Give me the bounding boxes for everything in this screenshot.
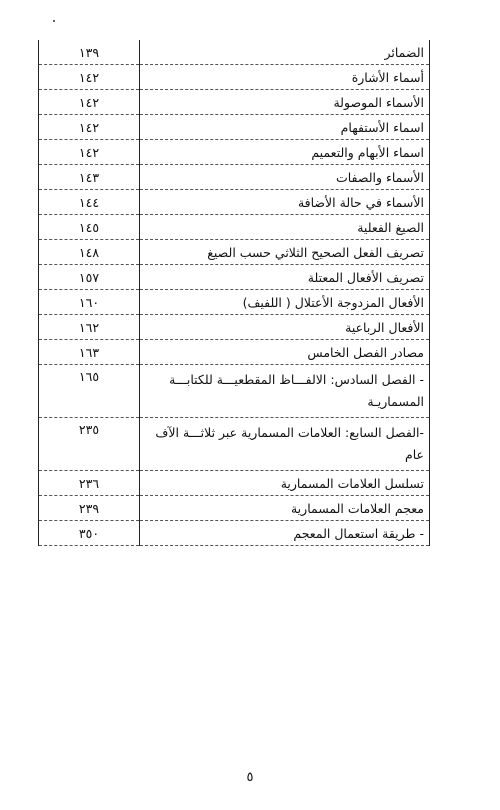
toc-entry-title: تصريف الفعل الصحيح الثلاثي حسب الصيغ	[140, 240, 430, 265]
table-row	[39, 471, 430, 496]
toc-entry-title: معجم العلامات المسمارية	[140, 496, 430, 521]
table-row	[39, 521, 430, 546]
toc-entry-page: ١٤٨	[39, 240, 140, 265]
toc-entry-title: الأسماء والصفات	[140, 165, 430, 190]
scan-speck	[53, 20, 55, 22]
toc-entry-title: الأفعال المزدوجة الأعتلال ( اللفيف)	[140, 290, 430, 315]
toc-entry-title: الأفعال الرباعية	[140, 315, 430, 340]
table-row	[39, 190, 430, 215]
toc-entry-page: ١٦٢	[39, 315, 140, 340]
table-row	[39, 215, 430, 240]
table-row	[39, 90, 430, 115]
toc-entry-page: ٢٣٥	[39, 418, 140, 471]
page-number: ٥	[246, 770, 254, 785]
toc-entry-page: ١٤٢	[39, 65, 140, 90]
toc-entry-title: مصادر الفصل الخامس	[140, 340, 430, 365]
toc-entry-title: -الفصل السابع: العلامات المسمارية عبر ثلاثـــة الآف عام	[140, 418, 430, 471]
toc-entry-page: ١٤٥	[39, 215, 140, 240]
table-row	[39, 418, 430, 471]
table-row	[39, 40, 430, 65]
toc-entry-title: الضمائر	[140, 40, 430, 65]
toc-entry-title: اسماء الأبهام والتعميم	[140, 140, 430, 165]
toc-entry-page: ١٤٤	[39, 190, 140, 215]
table-row	[39, 265, 430, 290]
toc-entry-page: ١٥٧	[39, 265, 140, 290]
toc-entry-page: ١٣٩	[39, 40, 140, 65]
toc-entry-page: ١٦٣	[39, 340, 140, 365]
toc-entry-page: ١٤٣	[39, 165, 140, 190]
toc-entry-title: أسماء الأشارة	[140, 65, 430, 90]
toc-entry-title: الأسماء في حالة الأضافة	[140, 190, 430, 215]
toc-entry-page: ١٦٠	[39, 290, 140, 315]
table-row	[39, 240, 430, 265]
toc-entry-page: ١٤٢	[39, 115, 140, 140]
toc-entry-title: الأسماء الموصولة	[140, 90, 430, 115]
table-of-contents	[38, 40, 430, 546]
table-row	[39, 496, 430, 521]
table-row	[39, 365, 430, 418]
toc-entry-title: الصيغ الفعلية	[140, 215, 430, 240]
toc-entry-page: ٣٥٠	[39, 521, 140, 546]
toc-entry-page: ١٦٥	[39, 365, 140, 418]
toc-entry-title: - طريقة استعمال المعجم	[140, 521, 430, 546]
table-row	[39, 65, 430, 90]
toc-entry-title: اسماء الأستفهام	[140, 115, 430, 140]
table-row	[39, 340, 430, 365]
table-row	[39, 115, 430, 140]
toc-entry-page: ١٤٢	[39, 140, 140, 165]
toc-entry-page: ٢٣٦	[39, 471, 140, 496]
table-row	[39, 315, 430, 340]
toc-entry-page: ١٤٢	[39, 90, 140, 115]
table-row	[39, 165, 430, 190]
toc-entry-title: تصريف الأفعال المعتلة	[140, 265, 430, 290]
toc-entry-title: تسلسل العلامات المسمارية	[140, 471, 430, 496]
table-row	[39, 140, 430, 165]
toc-entry-page: ٢٣٩	[39, 496, 140, 521]
table-row	[39, 290, 430, 315]
toc-entry-title: - الفصل السادس: الالفـــاظ المقطعيـــة للكتابـــة المسماريـة	[140, 365, 430, 418]
